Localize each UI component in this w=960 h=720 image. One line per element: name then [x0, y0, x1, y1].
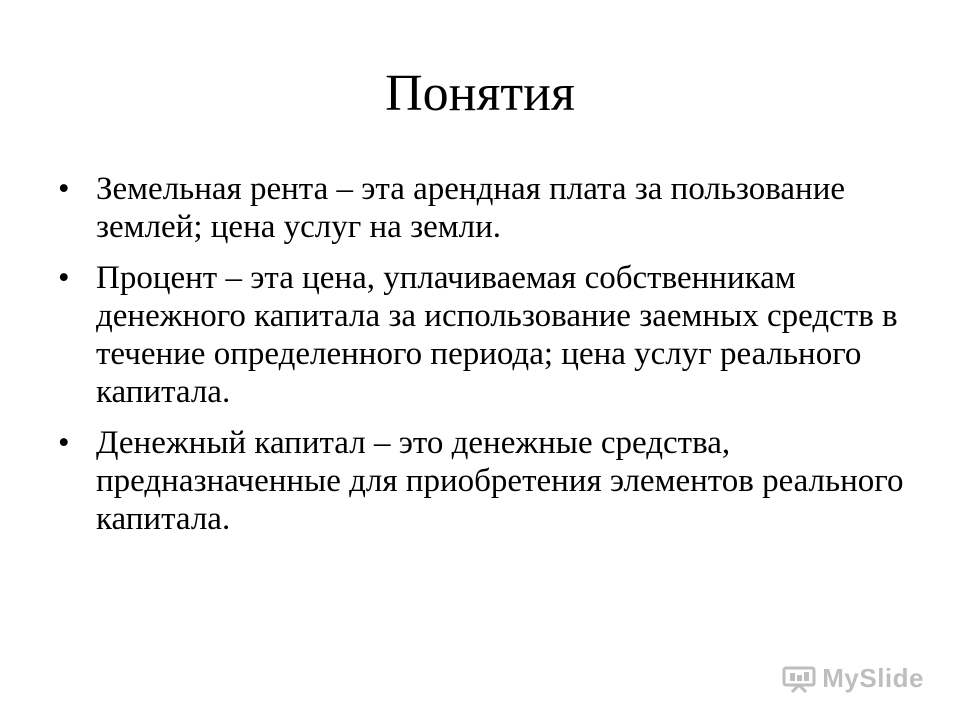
bullet-list	[56, 170, 906, 551]
bullet-marker: •	[58, 260, 70, 296]
bullet-text: Процент – эта цена, уплачиваемая собственникам денежного капитала за использование заемных средств в течение определенного периода; цена услуг реального капитала.	[96, 260, 898, 410]
bullet-item-money-capital	[56, 424, 906, 538]
bullet-marker: •	[58, 425, 70, 461]
bullet-text: Земельная рента – эта арендная плата за пользование землей; цена услуг на земли.	[96, 171, 846, 245]
bullet-item-interest	[56, 259, 906, 411]
bullet-marker: •	[58, 171, 70, 207]
watermark-logo	[782, 663, 924, 694]
bullet-text: Денежный капитал – это денежные средства, предназначенные для приобретения элементов реального капитала.	[96, 425, 904, 537]
slide-title: Понятия	[385, 65, 575, 122]
presentation-board-icon	[782, 665, 816, 693]
watermark-text: MySlide	[822, 663, 924, 693]
bullet-item-land-rent	[56, 170, 906, 246]
